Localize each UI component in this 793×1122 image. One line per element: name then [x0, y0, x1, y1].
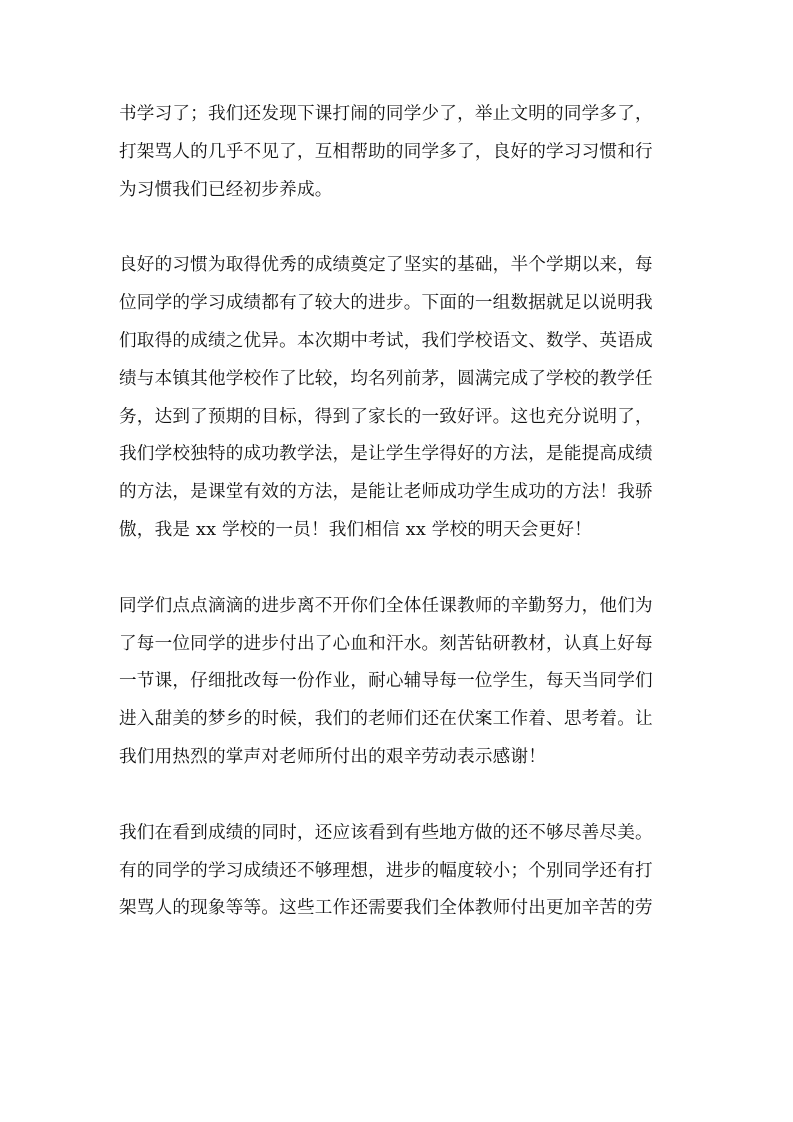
document-body	[119, 96, 679, 966]
paragraph-3: 同学们点点滴滴的进步离不开你们全体任课教师的辛勤努力，他们为 了每一位同学的进步付出了心血和汗水。刻苦钻研教材，认真上好每 一节课，仔细批改每一份作业，耐心辅导每一位学生，每天当同学们 进入甜美的梦乡的时候，我们的老师们还在伏案工作着、思考着。让 我们用热烈的掌声对老师所付出的艰辛劳动表示感谢！	[119, 595, 653, 767]
paragraph-1: 书学习了；我们还发现下课打闹的同学少了，举止文明的同学多了， 打架骂人的几乎不见了，互相帮助的同学多了，良好的学习习惯和行 为习惯我们已经初步养成。	[119, 104, 653, 200]
paragraph-2: 良好的习惯为取得优秀的成绩奠定了坚实的基础，半个学期以来，每 位同学的学习成绩都有了较大的进步。下面的一组数据就足以说明我 们取得的成绩之优异。本次期中考试，我们学校语文、数学、英语成 绩与本镇其他学校作了比较，均名列前茅，圆满完成了学校的教学任 务，达到了预期的目标，得到了家长的一致好评。这也充分说明了， 我们学校独特的成功教学法，是让学生学得好的方法，是能提高成绩 的方法，是课堂有效的方法，是能让老师成功学生成功的方法！我骄 傲，我是 xx 学校的一员！我们相信 xx 学校的明天会更好！	[119, 255, 653, 540]
paragraph-4: 我们在看到成绩的同时，还应该看到有些地方做的还不够尽善尽美。 有的同学的学习成绩还不够理想，进步的幅度较小；个别同学还有打 架骂人的现象等等。这些工作还需要我们全体教师付出更加辛苦的劳	[119, 822, 653, 919]
